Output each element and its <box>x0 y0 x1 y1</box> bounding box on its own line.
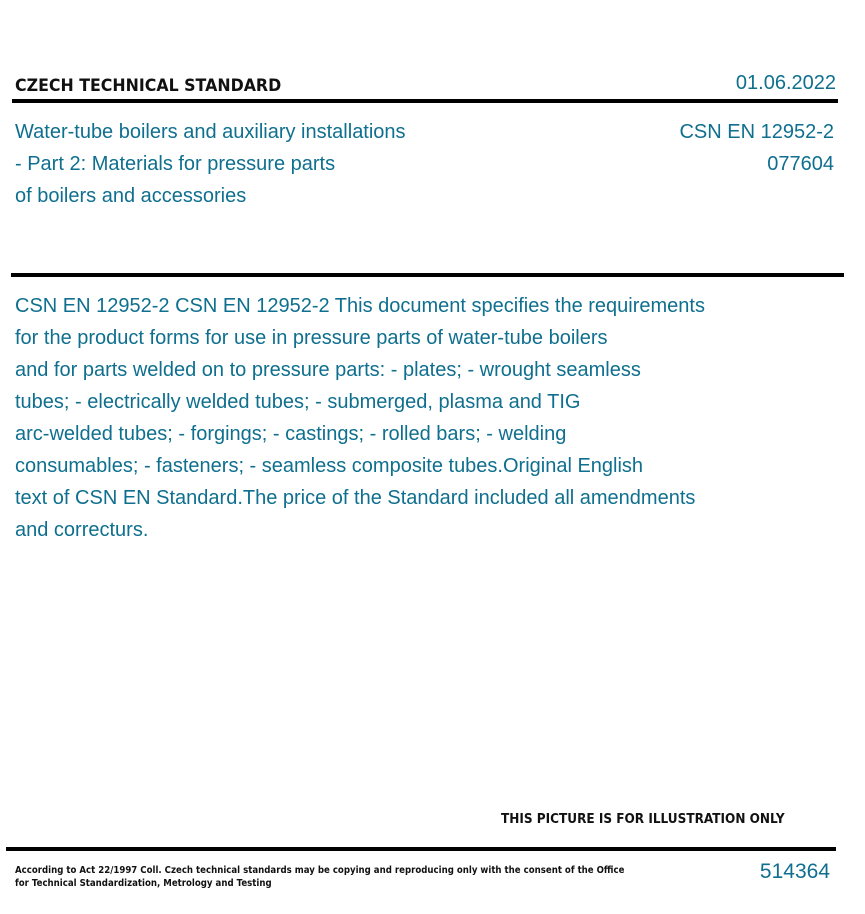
description-line: text of CSN EN Standard.The price of the Standard included all amendments <box>15 487 696 509</box>
document-type-label: CZECH TECHNICAL STANDARD <box>15 76 282 96</box>
description-line: tubes; - electrically welded tubes; - submerged, plasma and TIG <box>15 391 581 413</box>
title-line: - Part 2: Materials for pressure parts <box>15 153 336 175</box>
standard-code: CSN EN 12952-2 <box>679 121 834 143</box>
description-line: for the product forms for use in pressure parts of water-tube boilers <box>15 327 608 349</box>
standard-title <box>15 116 406 212</box>
title-divider <box>11 273 844 277</box>
illustration-note: THIS PICTURE IS FOR ILLUSTRATION ONLY <box>501 812 785 827</box>
publication-date: 01.06.2022 <box>735 72 836 94</box>
description-line: and correcturs. <box>15 519 149 541</box>
catalog-number: 077604 <box>767 153 834 175</box>
title-line: of boilers and accessories <box>15 185 247 207</box>
footer-number: 514364 <box>759 860 830 883</box>
header-divider <box>12 99 838 103</box>
description-text <box>15 290 805 546</box>
description-line: and for parts welded on to pressure parts: - plates; - wrought seamless <box>15 359 641 381</box>
legal-line: According to Act 22/1997 Coll. Czech technical standards may be copying and reproducing only with the consent of the Office <box>15 865 625 876</box>
description-line: consumables; - fasteners; - seamless composite tubes.Original English <box>15 455 644 477</box>
description-line: CSN EN 12952-2 CSN EN 12952-2 This document specifies the requirements <box>15 295 705 317</box>
description-line: arc-welded tubes; - forgings; - castings; - rolled bars; - welding <box>15 423 567 445</box>
footer-divider <box>6 847 836 851</box>
legal-line: for Technical Standardization, Metrology and Testing <box>15 878 272 889</box>
standard-identifiers <box>679 116 834 180</box>
legal-notice <box>15 864 624 890</box>
title-line: Water-tube boilers and auxiliary installations <box>15 121 406 143</box>
